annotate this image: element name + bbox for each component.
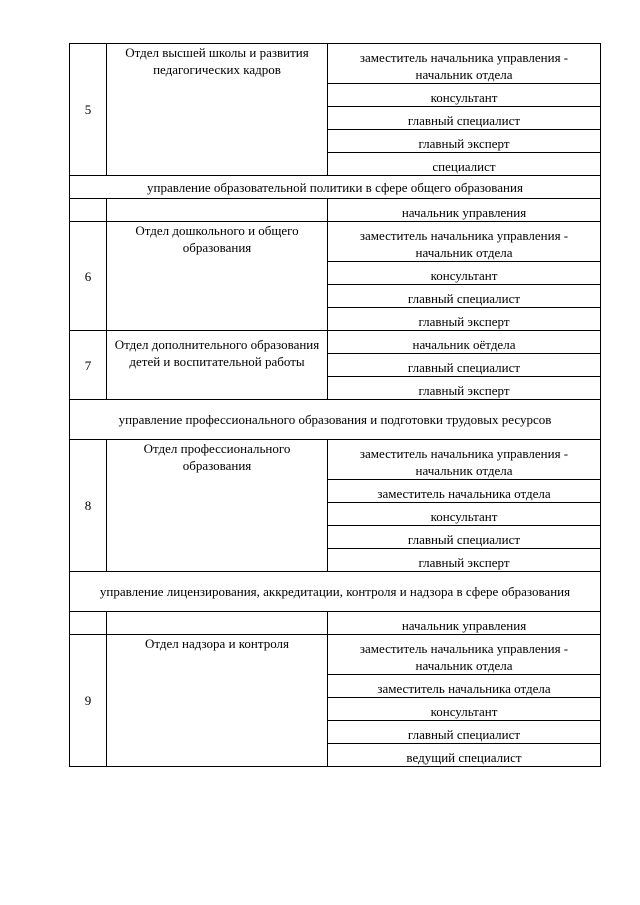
position-cell: главный эксперт	[328, 377, 601, 400]
table-row	[70, 635, 601, 675]
position-cell: главный эксперт	[328, 308, 601, 331]
staffing-table	[69, 43, 601, 767]
table-row	[70, 331, 601, 354]
department-name: Отдел профессионального образования	[107, 440, 328, 572]
empty-cell	[70, 612, 107, 635]
position-cell: консультант	[328, 84, 601, 107]
table-row	[70, 44, 601, 84]
position-cell: начальник оётдела	[328, 331, 601, 354]
position-cell: главный специалист	[328, 107, 601, 130]
department-number: 6	[70, 222, 107, 331]
department-number: 8	[70, 440, 107, 572]
position-cell: главный эксперт	[328, 549, 601, 572]
empty-cell	[107, 199, 328, 222]
department-name: Отдел надзора и контроля	[107, 635, 328, 767]
table-row	[70, 440, 601, 480]
position-cell: консультант	[328, 698, 601, 721]
position-cell: консультант	[328, 503, 601, 526]
position-cell: главный специалист	[328, 354, 601, 377]
department-name: Отдел дополнительного образования детей и воспитательной работы	[107, 331, 328, 400]
department-number: 9	[70, 635, 107, 767]
table-row	[70, 199, 601, 222]
position-cell: главный специалист	[328, 526, 601, 549]
directorate-header: управление лицензирования, аккредитации, контроля и надзора в сфере образования	[70, 572, 601, 612]
table-row	[70, 222, 601, 262]
table-row	[70, 572, 601, 612]
department-name: Отдел дошкольного и общего образования	[107, 222, 328, 331]
department-name: Отдел высшей школы и развития педагогических кадров	[107, 44, 328, 176]
position-cell: главный специалист	[328, 721, 601, 744]
position-cell: специалист	[328, 153, 601, 176]
position-cell: заместитель начальника отдела	[328, 675, 601, 698]
directorate-header: управление образовательной политики в сфере общего образования	[70, 176, 601, 199]
position-cell: заместитель начальника управления - начальник отдела	[328, 222, 601, 262]
head-position-cell: начальник управления	[328, 612, 601, 635]
position-cell: заместитель начальника управления - начальник отдела	[328, 635, 601, 675]
position-cell: главный эксперт	[328, 130, 601, 153]
position-cell: заместитель начальника управления - начальник отдела	[328, 44, 601, 84]
position-cell: главный специалист	[328, 285, 601, 308]
position-cell: заместитель начальника отдела	[328, 480, 601, 503]
table-row	[70, 176, 601, 199]
department-number: 7	[70, 331, 107, 400]
position-cell: заместитель начальника управления - начальник отдела	[328, 440, 601, 480]
table-row	[70, 612, 601, 635]
head-position-cell: начальник управления	[328, 199, 601, 222]
position-cell: ведущий специалист	[328, 744, 601, 767]
department-number: 5	[70, 44, 107, 176]
empty-cell	[70, 199, 107, 222]
empty-cell	[107, 612, 328, 635]
directorate-header: управление профессионального образования и подготовки трудовых ресурсов	[70, 400, 601, 440]
table-row	[70, 400, 601, 440]
position-cell: консультант	[328, 262, 601, 285]
